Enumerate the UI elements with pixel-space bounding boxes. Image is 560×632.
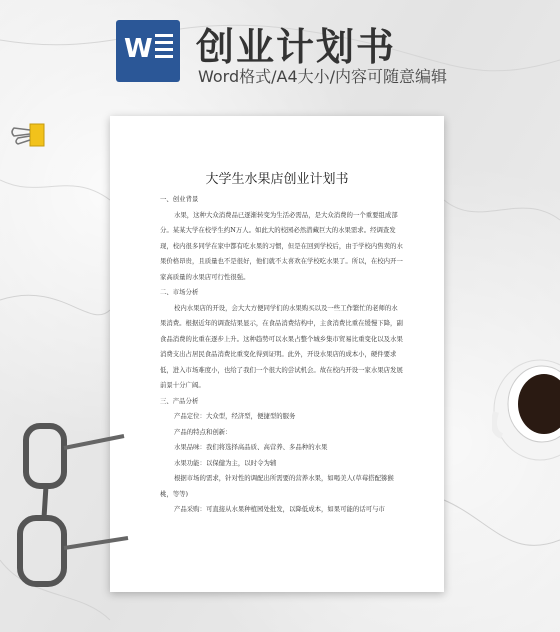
header bbox=[0, 0, 560, 100]
document-title: 大学生水果店创业计划书 bbox=[205, 172, 349, 187]
document-page bbox=[110, 116, 444, 592]
paragraph: 产品定位：大众型，经济型，便捷型的服务 bbox=[174, 412, 296, 420]
page-subtitle: Word格式/A4大小/内容可随意编辑 bbox=[198, 67, 448, 86]
page-title: 创业计划书 bbox=[196, 25, 397, 69]
paragraph: 校内水果店的开设，会大大方便同学们的水果购买以及一些工作繁忙的老师的水果消费。根据近年的调查结果显示，在食品消费结构中，主食消费比重在缓慢下降，副食品消费的比重在逐步上升。这种趋势可以水果占整个城乡集市贸易比重变化以及水果消费支出占居民食品消费比重变化得到证明。此外，开设水果店的成本小，硬件要求低，进入市场难度小，也给了我们一个很大的尝试机会。故在校内开设一家水果店发展前景十分广阔。 bbox=[160, 303, 403, 389]
section-heading: 三、产品分析 bbox=[160, 396, 199, 405]
section-heading: 一、创业背景 bbox=[160, 195, 199, 203]
paragraph: 水果品味：我们将选择高品质、高营养、多品种的水果 bbox=[174, 443, 328, 451]
word-logo-letter: W bbox=[124, 34, 153, 64]
paragraph: 产品采购：可直接从水果种植园处批发，以降低成本，如果可能的话可与市 bbox=[174, 505, 385, 513]
paragraph: 水果，这种大众消费品已逐渐转变为生活必需品，是大众消费的一个重要组成部分。某某大学在校学生约N万人。如此大的校园必然潜藏巨大的水果需求。经调查发现，校内很多同学在家中都有吃水果的习惯，但是在回到学校后，由于学校内售卖的水果价格昂贵，且质量也不是很好，他们就不太喜欢在学校吃水果了。所以，在校内开一家高质量的水果店可行性很强。 bbox=[160, 210, 403, 281]
word-icon bbox=[116, 20, 180, 82]
section-heading: 二、市场分析 bbox=[160, 288, 199, 296]
paragraph: 根据市场的需求，针对性的调配出所需要的营养水果，如喝美人(草莓搭配猕猴桃，等等) bbox=[160, 474, 394, 498]
coffee-cup-icon bbox=[492, 352, 560, 462]
document-body bbox=[160, 192, 404, 518]
paragraph: 产品的特点和创新： bbox=[174, 427, 232, 436]
paragraph: 水果功能：以保健为主，以时令为辅 bbox=[174, 458, 277, 467]
binder-clip-icon bbox=[10, 120, 50, 150]
eyeglasses-icon bbox=[0, 418, 130, 632]
